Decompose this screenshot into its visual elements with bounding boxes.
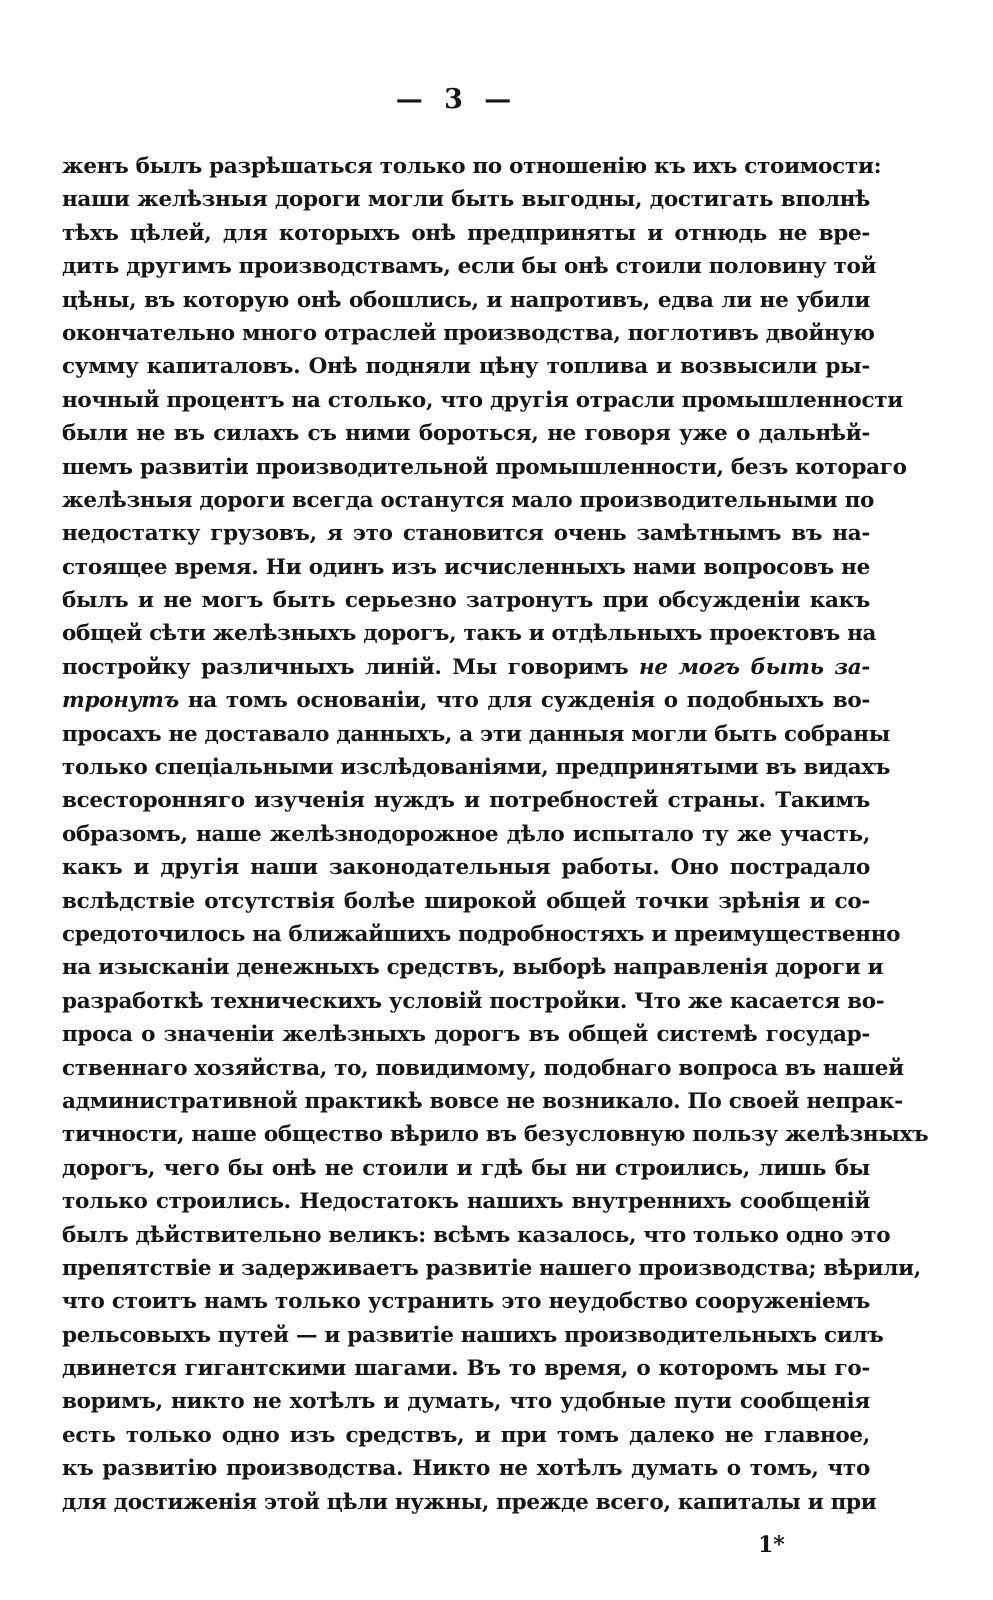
text-line: на изысканіи денежныхъ средствъ, выборѣ направленія дороги и xyxy=(62,955,884,981)
text-line: только строились. Недостатокъ нашихъ внутреннихъ сообщеній xyxy=(62,1189,870,1215)
text-line: сумму капиталовъ. Онѣ подняли цѣну топлива и возвысили ры- xyxy=(62,354,870,380)
text-line: разработкѣ техническихъ условій постройки. Что же касается во- xyxy=(62,988,885,1014)
text-line: ночный процентъ на столько, что другія отрасли промышленности xyxy=(62,387,903,413)
text-segment: постройку различныхъ линій. Мы говоримъ xyxy=(62,654,639,680)
text-line: дить другимъ производствамъ, если бы онѣ стоили половину той xyxy=(62,254,877,280)
text-line: рельсовыхъ путей — и развитіе нашихъ производительныхъ силъ xyxy=(62,1322,884,1348)
text-line: стоящее время. Ни одинъ изъ исчисленныхъ нами вопросовъ не xyxy=(62,554,870,580)
text-line: шемъ развитіи производительной промышленности, безъ котораго xyxy=(62,454,907,480)
body-text xyxy=(62,150,929,1519)
text-line: всесторонняго изученія нуждъ и потребностей страны. Такимъ xyxy=(62,788,870,814)
text-line: какъ и другія наши законодательныя работы. Оно пострадало xyxy=(62,855,870,881)
page-number: — 3 — xyxy=(395,84,518,115)
text-line: образомъ, наше желѣзнодорожное дѣло испытало ту же участь, xyxy=(62,821,870,847)
text-line: двинется гигантскими шагами. Въ то время, о которомъ мы го- xyxy=(62,1356,870,1382)
text-line: для достиженія этой цѣли нужны, прежде всего, капиталы и при xyxy=(62,1489,877,1515)
text-line: недостатку грузовъ, я это становится очень замѣтнымъ въ на- xyxy=(62,521,870,547)
signature-mark: 1* xyxy=(758,1532,785,1558)
emphasis-text: тронутъ xyxy=(62,688,179,714)
text-line: проса о значеніи желѣзныхъ дорогъ въ общей системѣ государ- xyxy=(62,1022,870,1048)
text-line: цѣны, въ которую онѣ обошлись, и напротивъ, едва ли не убили xyxy=(62,287,870,313)
text-line: что стоитъ намъ только устранить это неудобство сооруженіемъ xyxy=(62,1289,870,1315)
text-line: желѣзныя дороги всегда останутся мало производительными по xyxy=(62,487,875,513)
text-line: просахъ не доставало данныхъ, а эти данныя могли быть собраны xyxy=(62,721,890,747)
text-line: были не въ силахъ съ ними бороться, не говоря уже о дальнѣй- xyxy=(62,421,870,447)
text-line: былъ дѣйствительно великъ: всѣмъ казалось, что только одно это xyxy=(62,1222,891,1248)
text-line-mixed xyxy=(62,651,870,684)
text-line: дорогъ, чего бы онѣ не стоили и гдѣ бы ни строились, лишь бы xyxy=(62,1155,870,1181)
text-segment: на томъ основаніи, что для сужденія о подобныхъ во- xyxy=(178,688,870,714)
emphasis-text: не могъ быть за- xyxy=(639,654,870,680)
text-line: воримъ, никто не хотѣлъ и думать, что удобные пути сообщенія xyxy=(62,1389,870,1415)
text-line: наши желѣзныя дороги могли быть выгодны, достигать вполнѣ xyxy=(62,187,870,213)
text-line: средоточилось на ближайшихъ подробностяхъ и преимущественно xyxy=(62,921,901,947)
text-line: есть только одно изъ средствъ, и при томъ далеко не главное, xyxy=(62,1422,870,1448)
text-line: препятствіе и задерживаетъ развитіе нашего производства; вѣрили, xyxy=(62,1255,921,1281)
text-line: вслѣдствіе отсутствія болѣе широкой общей точки зрѣнія и со- xyxy=(62,888,870,914)
text-line: общей сѣти желѣзныхъ дорогъ, такъ и отдѣльныхъ проектовъ на xyxy=(62,621,877,647)
text-line: былъ и не могъ быть серьезно затронутъ при обсужденіи какъ xyxy=(62,588,870,614)
text-line: только спеціальными изслѣдованіями, предпринятыми въ видахъ xyxy=(62,755,891,781)
text-line: тѣхъ цѣлей, для которыхъ онѣ предприняты и отнюдь не вре- xyxy=(62,220,870,246)
text-line-mixed xyxy=(62,684,870,717)
text-line: ственнаго хозяйства, то, повидимому, подобнаго вопроса въ нашей xyxy=(62,1055,904,1081)
text-line: женъ былъ разрѣшаться только по отношенію къ ихъ стоимости: xyxy=(62,154,882,179)
text-line: тичности, наше общество вѣрило въ безусловную пользу желѣзныхъ xyxy=(62,1122,929,1148)
text-line: административной практикѣ вовсе не возникало. По своей непрак- xyxy=(62,1088,903,1114)
text-line: окончательно много отраслей производства, поглотивъ двойную xyxy=(62,320,875,346)
text-line: къ развитію производства. Никто не хотѣлъ думать о томъ, что xyxy=(62,1456,870,1482)
